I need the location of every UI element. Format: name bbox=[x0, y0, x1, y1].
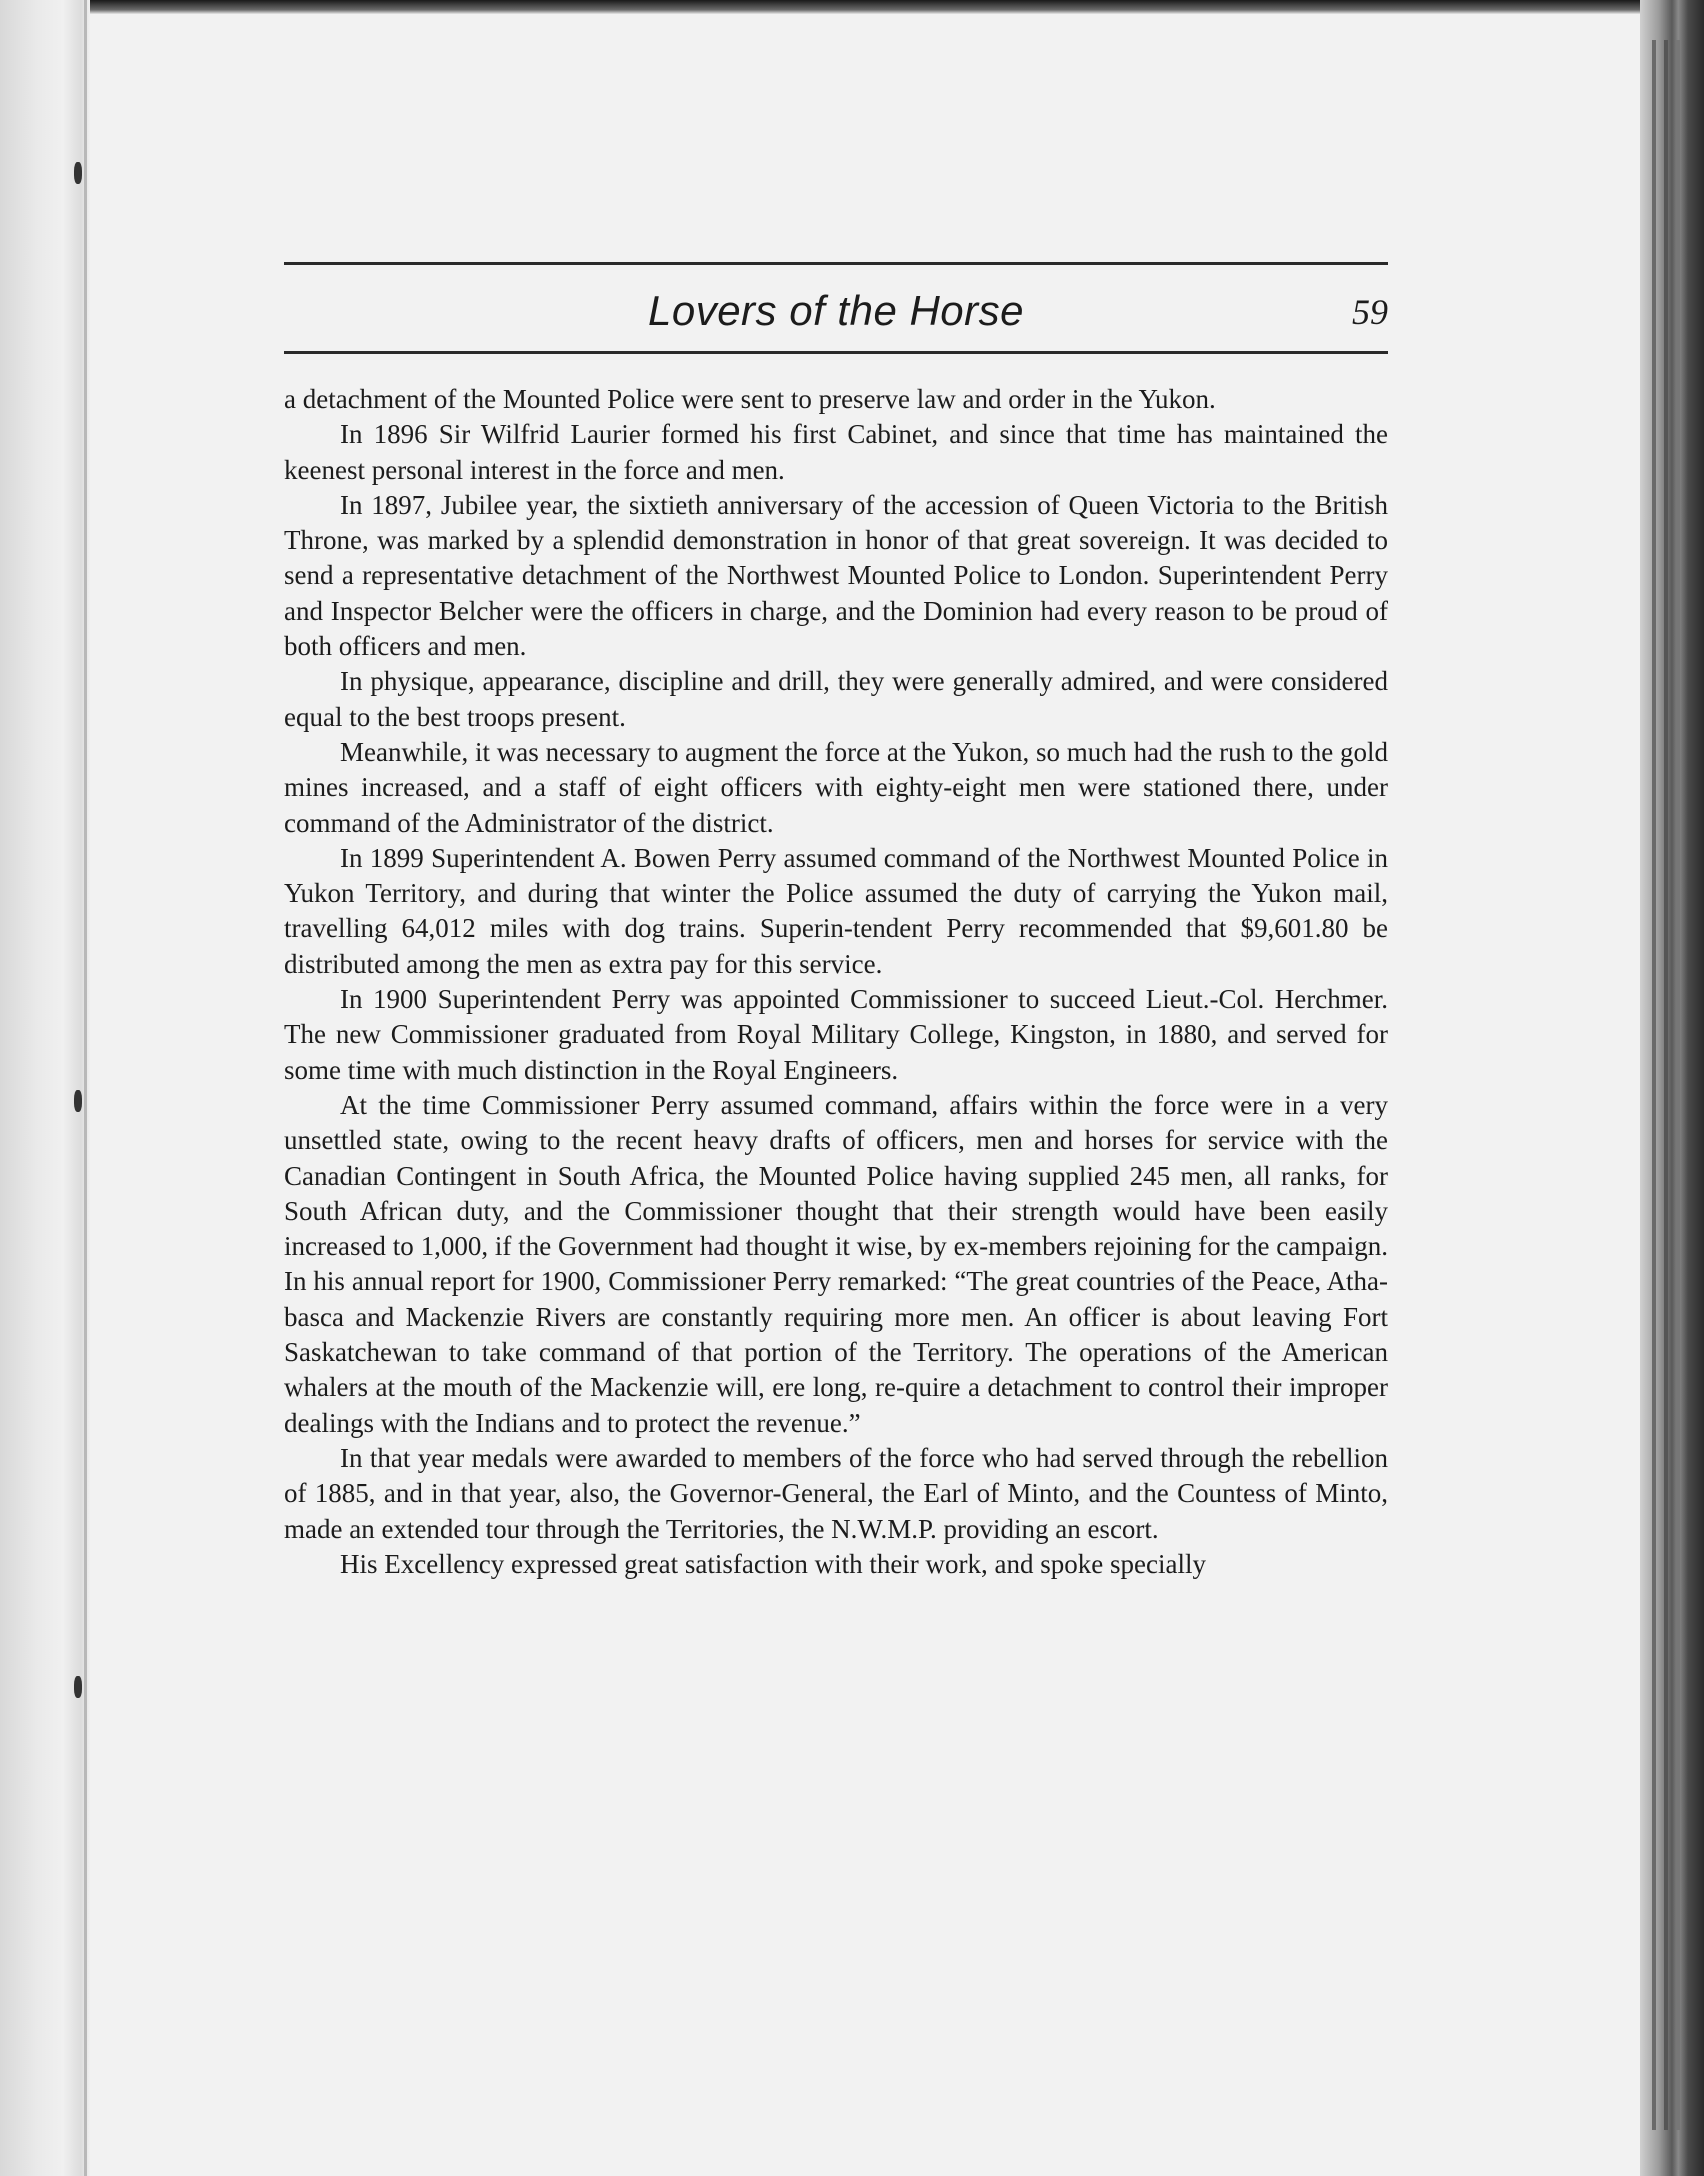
paragraph: In that year medals were awarded to members of the force who had served through the rebellion of 1885, and in that year, also, the Governor-General, the Earl of Minto, and the Countess of Minto, made an extended tour through the Territories, the N.W.M.P. providing an escort. bbox=[284, 1442, 1388, 1544]
binding-hole-mark bbox=[74, 1676, 82, 1698]
top-scan-edge bbox=[0, 0, 1704, 14]
page-number: 59 bbox=[1352, 292, 1388, 332]
paragraph-continued: a detachment of the Mounted Police were sent to preserve law and order in the Yukon. bbox=[284, 384, 1216, 414]
page-edge-strip bbox=[1652, 40, 1656, 2130]
paragraph: At the time Commissioner Perry assumed command, affairs within the force were in a very unsettled state, owing to the recent heavy drafts of officers, men and horses for service with the Canadian Contingent in South Africa, the Mounted Police having supplied 245 men, all ranks, for South African duty, and the Commissioner thought that their strength would have been easily increased to 1,000, if the Government had thought it wise, by ex-members rejoining for the campaign. In his annual report for 1900, Commissioner Perry remarked: “The great countries of the Peace, Atha-basca and Mackenzie Rivers are constantly requiring more men. An officer is about leaving Fort Saskatchewan to take command of that portion of the Territory. The operations of the American whalers at the mouth of the Mackenzie will, ere long, re-quire a detachment to control their improper dealings with the Indians and to protect the revenue.” bbox=[284, 1089, 1388, 1438]
binding-hole-mark bbox=[74, 1090, 82, 1112]
paragraph: In 1896 Sir Wilfrid Laurier formed his first Cabinet, and since that time has maintained the keenest personal interest in the force and men. bbox=[284, 419, 1388, 485]
paragraph: His Excellency expressed great satisfaction with their work, and spoke specially bbox=[340, 1548, 1206, 1579]
paragraph: Meanwhile, it was necessary to augment the force at the Yukon, so much had the rush to the gold mines increased, and a staff of eight officers with eighty-eight men were stationed there, under command of the Administrator of the district. bbox=[284, 736, 1388, 838]
paragraph: In physique, appearance, discipline and drill, they were generally admired, and were considered equal to the best troops present. bbox=[284, 666, 1388, 732]
body-text bbox=[284, 382, 1388, 1582]
gutter-line bbox=[84, 0, 87, 2176]
binding-hole-mark bbox=[74, 162, 82, 184]
page-edge-strip bbox=[1664, 40, 1668, 2130]
header-bottom-rule bbox=[284, 351, 1388, 354]
page-edge-strip bbox=[1676, 40, 1680, 2130]
running-header bbox=[284, 265, 1388, 351]
paragraph: In 1899 Superintendent A. Bowen Perry assumed command of the Northwest Mounted Police in Yukon Territory, and during that winter the Police assumed the duty of carrying the Yukon mail, travelling 64,012 miles with dog trains. Superin-tendent Perry recommended that $9,601.80 be distributed among the men as extra pay for this service. bbox=[284, 842, 1388, 979]
book-page bbox=[284, 262, 1388, 1582]
paragraph: In 1897, Jubilee year, the sixtieth anniversary of the accession of Queen Victoria to the British Throne, was marked by a splendid demonstration in honor of that great sovereign. It was decided to send a representative detachment of the Northwest Mounted Police to London. Superintendent Perry and Inspector Belcher were the officers in charge, and the Dominion had every reason to be proud of both officers and men. bbox=[284, 489, 1388, 662]
paragraph: In 1900 Superintendent Perry was appointed Commissioner to succeed Lieut.-Col. Herchmer. The new Commissioner graduated from Royal Military College, Kingston, in 1880, and served for some time with much distinction in the Royal Engineers. bbox=[284, 984, 1388, 1085]
left-binding-gutter bbox=[0, 0, 90, 2176]
right-book-edge bbox=[1640, 0, 1704, 2176]
running-title: Lovers of the Horse bbox=[647, 287, 1024, 334]
